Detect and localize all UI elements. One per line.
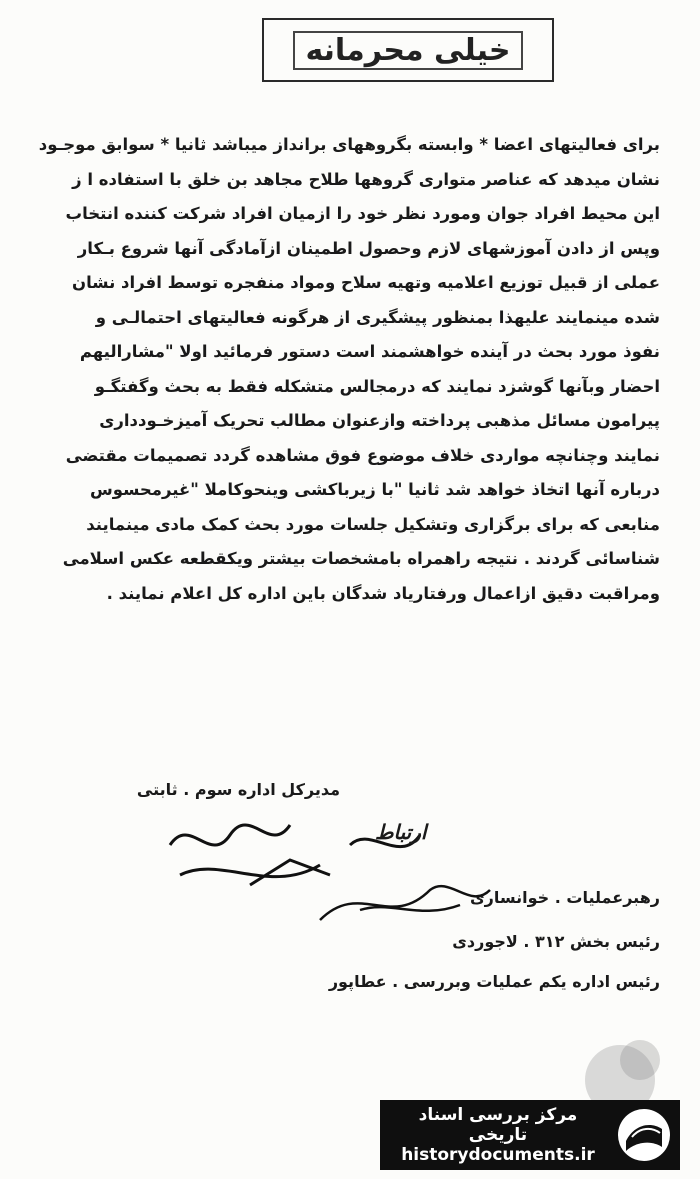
letter-body: [35, 128, 660, 611]
section-head-signature-line: رئیس بخش ۳۱۲ . لاجوردی: [452, 932, 660, 951]
director-signature-line: مدیرکل اداره سوم . ثابتی: [136, 780, 340, 799]
body-line: ومراقبت دقیق ازاعمال ورفتاریاد شدگان باین اداره کل اعلام نمایند .: [106, 583, 660, 603]
body-line: پیرامون مسائل مذهبی پرداخته وازعنوان مطالب تحریک آمیزخـودداری: [99, 411, 660, 430]
dept-head-signature-line: رئیس اداره یکم عملیات وبررسی . عطاپور: [328, 972, 660, 991]
watermark-url: historydocuments.ir: [401, 1145, 595, 1165]
body-line: شده مینمایند علیهذا بمنظور پیشگیری از هرگونه فعالیتهای احتمالـی و: [95, 307, 660, 327]
body-line: نشان میدهد که عناصر متواری گروهها طلاح مجاهد بن خلق با استفاده ا ز: [72, 169, 660, 189]
body-line: عملی از قبیل توزیع اعلامیه وتهیه سلاح ومواد منفجره توسط افراد نشان: [72, 273, 660, 292]
body-line: شناسائی گردند . نتیجه راهمراه بامشخصات بیشتر ویکقطعه عکس اسلامی: [62, 549, 660, 568]
body-line: این محیط افراد جوان ومورد نظر خود را ازمیان افراد شرکت کننده انتخاب: [65, 204, 660, 223]
body-line: وپس از دادن آموزشهای لازم وحصول اطمینان ازآمادگی آنها شروع بـکار: [77, 238, 660, 258]
body-line: درباره آنها اتخاذ خواهد شد ثانیا "با زیرباکشی وینحوکاملا "غیرمحسوس: [89, 480, 660, 499]
handwritten-note: ارتباط: [375, 820, 427, 844]
body-line: نفوذ مورد بحث در آینده خواهشمند است دستور فرمائید اولا "مشارالیهم: [79, 342, 660, 361]
watermark-text-block: [388, 1105, 608, 1165]
classification-stamp-text: خیلی محرمانه: [293, 31, 522, 70]
watermark-title: مرکز بررسی اسناد تاریخی: [418, 1105, 578, 1145]
body-line: منابعی که برای برگزاری وتشکیل جلسات مورد بحث کمک مادی مینمایند: [86, 514, 660, 534]
archive-logo-icon: [616, 1107, 672, 1163]
body-line: احضار وبآنها گوشزد نمایند که درمجالس متشکله فقط به بحث وگفتگـو: [94, 376, 660, 396]
classification-stamp: [262, 18, 554, 82]
operations-signature-scribble: [300, 860, 500, 940]
operations-signature-line: رهبرعملیات . خوانساری: [469, 888, 660, 907]
archive-watermark: [380, 1100, 680, 1170]
body-line: نمایند وچنانچه مواردی خلاف موضوع فوق مشاهده گردد تصمیمات مقتضی: [65, 445, 660, 465]
body-line: برای فعالیتهای اعضا * وابسته بگروههای برانداز میباشد ثانیا * سوابق موجـود: [38, 135, 660, 154]
